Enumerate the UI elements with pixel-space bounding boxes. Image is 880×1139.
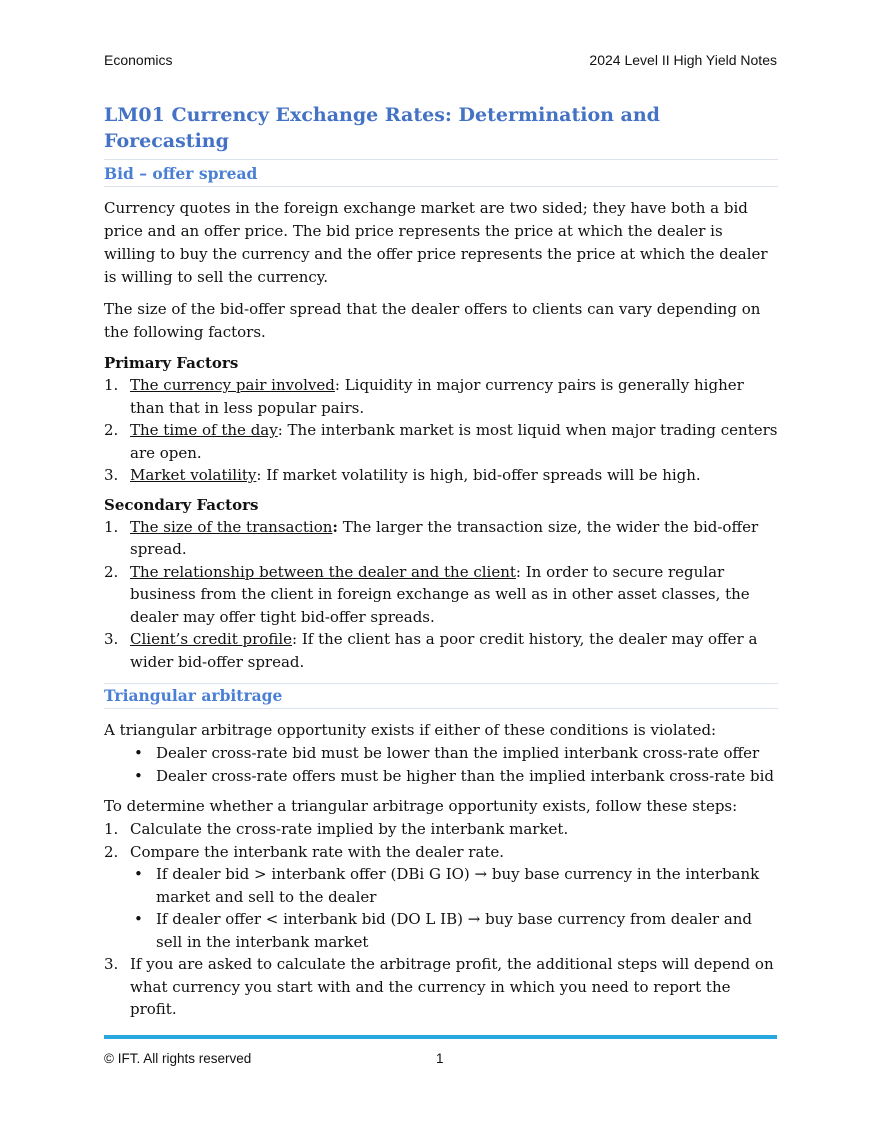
- list-item: 1. The size of the transaction: The larger the transaction size, the wider the bid-offer spread.: [104, 517, 759, 558]
- factor-term: The size of the transaction: [130, 517, 333, 536]
- list-item: 3. Market volatility: If market volatility is high, bid-offer spreads will be high.: [104, 466, 701, 484]
- page-content: [104, 102, 778, 1029]
- list-item: 3. If you are asked to calculate the arbitrage profit, the additional steps will depend on what currency you start with and the currency in which you need to report the profit.: [104, 955, 774, 1018]
- list-item: • If dealer offer < interbank bid (DO L IB) → buy base currency from dealer and sell in the interbank market: [134, 910, 753, 951]
- paragraph: The size of the bid-offer spread that the dealer offers to clients can vary depending on the following factors.: [104, 300, 761, 341]
- factor-term: Client’s credit profile: [130, 630, 292, 648]
- subheading-secondary-factors: Secondary Factors: [104, 495, 259, 514]
- list-item: 2. The time of the day: The interbank market is most liquid when major trading centers are open.: [104, 421, 778, 462]
- factor-term: The currency pair involved: [130, 376, 335, 394]
- page-number: 1: [436, 1051, 444, 1066]
- section-heading-bid-offer: Bid – offer spread: [104, 162, 778, 187]
- factor-term: Market volatility: [130, 466, 257, 484]
- subheading-primary-factors: Primary Factors: [104, 354, 239, 372]
- bullet-icon: •: [134, 744, 143, 762]
- list-item: 2. Compare the interbank rate with the dealer rate. • If dealer bid > interbank offer (DBi G IO) → buy base currency in the interbank market and sell to the dealer • If dealer offer < interbank bid (DO L IB) → buy base currency from dealer and sell in the interbank market: [104, 841, 778, 954]
- list-item: 1. The currency pair involved: Liquidity in major currency pairs is generally higher than that in less popular pairs.: [104, 376, 744, 417]
- secondary-factors-list: [104, 516, 778, 674]
- step2-bullets: [130, 863, 778, 953]
- bullet-icon: •: [134, 910, 143, 928]
- paragraph: To determine whether a triangular arbitrage opportunity exists, follow these steps:: [104, 797, 738, 815]
- footer-divider: [104, 1035, 777, 1039]
- steps-list: [104, 818, 778, 1021]
- list-item: • Dealer cross-rate bid must be lower than the implied interbank cross-rate offer: [130, 742, 778, 765]
- list-item: • If dealer bid > interbank offer (DBi G IO) → buy base currency in the interbank market and sell to the dealer: [134, 865, 760, 906]
- conditions-list: [130, 742, 778, 787]
- list-item: 1. Calculate the cross-rate implied by the interbank market.: [104, 820, 569, 838]
- footer-copyright: © IFT. All rights reserved: [104, 1051, 252, 1066]
- paragraph: Currency quotes in the foreign exchange market are two sided; they have both a bid price and an offer price. The bid price represents the price at which the dealer is willing to buy the currency and the offer price represents the price at which the dealer is willing to sell the currency.: [104, 199, 768, 286]
- section-heading-triangular-arbitrage: Triangular arbitrage: [104, 683, 778, 709]
- factor-term: The time of the day: [130, 421, 278, 439]
- list-item: • Dealer cross-rate offers must be higher than the implied interbank cross-rate bid: [130, 765, 778, 788]
- paragraph: A triangular arbitrage opportunity exists if either of these conditions is violated:: [104, 721, 717, 739]
- factor-term: The relationship between the dealer and the client: [130, 562, 516, 581]
- list-item: 3. Client’s credit profile: If the client has a poor credit history, the dealer may offer a wider bid-offer spread.: [104, 630, 758, 671]
- primary-factors-list: [104, 374, 778, 487]
- page-title: LM01 Currency Exchange Rates: Determination and Forecasting: [104, 102, 778, 160]
- list-item: 2. The relationship between the dealer and the client: In order to secure regular business from the client in foreign exchange as well as in other asset classes, the dealer may offer tight bid-offer spreads.: [104, 562, 750, 626]
- bullet-icon: •: [134, 766, 143, 785]
- bullet-icon: •: [134, 865, 143, 883]
- header-doc-title: 2024 Level II High Yield Notes: [589, 52, 777, 68]
- header-subject: Economics: [104, 52, 173, 68]
